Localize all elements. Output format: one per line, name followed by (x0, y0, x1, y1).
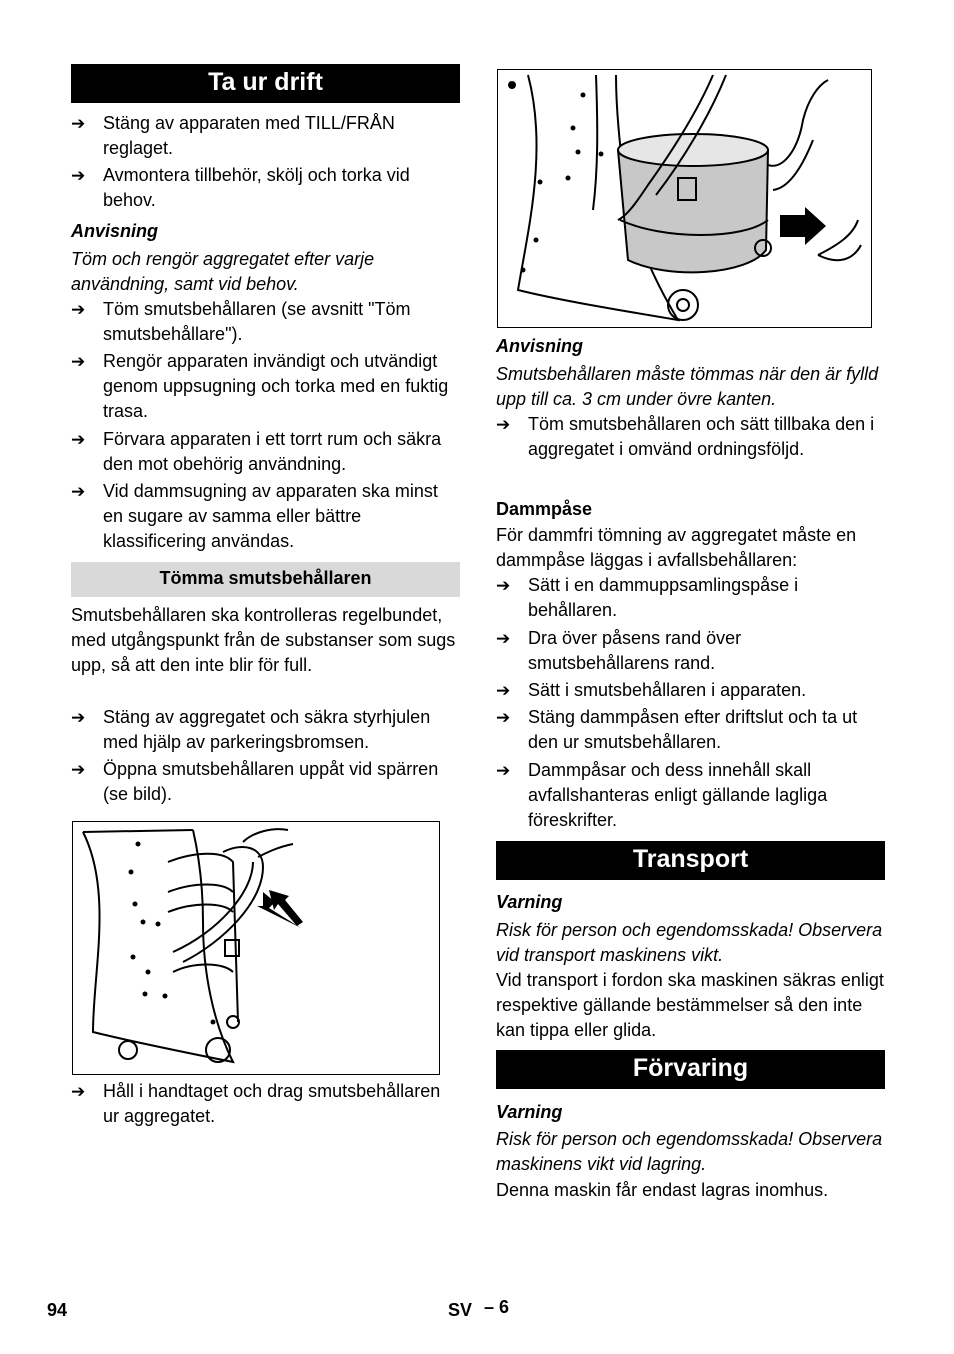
arrow-right-icon: ➔ (496, 576, 511, 595)
list-item (71, 427, 460, 477)
list-item (71, 163, 460, 213)
figure-pull-container (497, 69, 872, 328)
arrow-right-icon: ➔ (496, 681, 511, 700)
list-item (71, 349, 460, 425)
list-item (496, 573, 885, 623)
list-item-text: Avmontera tillbehör, skölj och torka vid behov. (103, 165, 410, 211)
note-label: Anvisning (496, 336, 584, 356)
section-page: – 6 (484, 1297, 510, 1317)
heading-forvaring: Förvaring (496, 1050, 885, 1089)
arrow-right-icon: ➔ (496, 761, 511, 780)
list-item (71, 757, 460, 807)
dammpase-heading: Dammpåse (496, 499, 593, 519)
arrow-right-icon: ➔ (71, 1082, 86, 1101)
list-item-text: Töm smutsbehållaren och sätt tillbaka den i aggregatet i omvänd ordningsföljd. (528, 414, 875, 460)
note-text: Smutsbehållaren måste tömmas när den är fylld upp till ca. 3 cm under övre kanten. (496, 364, 879, 410)
list-item-text: Rengör apparaten invändigt och utvändigt genom uppsugning och torka med en fuktig trasa. (103, 351, 449, 422)
list-item-text: Sätt i en dammuppsamlingspåse i behållaren. (528, 575, 799, 621)
arrow-right-icon: ➔ (71, 708, 86, 727)
list-item (71, 111, 460, 161)
list-item-text: Stäng av apparaten med TILL/FRÅN reglaget. (103, 113, 395, 159)
arrow-right-icon: ➔ (496, 415, 511, 434)
list-item-text: Öppna smutsbehållaren uppåt vid spärren (se bild). (103, 759, 439, 805)
list-item-text: Töm smutsbehållaren (se avsnitt "Töm smutsbehållare"). (103, 299, 411, 345)
heading-transport: Transport (496, 841, 885, 880)
list-item-text: Förvara apparaten i ett torrt rum och säkra den mot obehörig användning. (103, 429, 442, 475)
arrow-right-icon: ➔ (71, 166, 86, 185)
list-item (496, 678, 885, 703)
illustration-pull-container (498, 70, 871, 327)
note-label: Anvisning (71, 221, 159, 241)
tomma-paragraph: Smutsbehållaren ska kontrolleras regelbundet, med utgångspunkt från de substanser som sugs upp, så att den inte blir för full. (71, 605, 456, 676)
arrow-right-icon: ➔ (496, 708, 511, 727)
forvaring-warning-label: Varning (496, 1102, 563, 1122)
arrow-right-icon: ➔ (71, 114, 86, 133)
forvaring-paragraph: Denna maskin får endast lagras inomhus. (496, 1180, 829, 1200)
list-item (496, 705, 885, 755)
list-item (71, 479, 460, 555)
figure-open-container (72, 821, 440, 1075)
transport-warning-text: Risk för person och egendomsskada! Observera vid transport maskinens vikt. (496, 920, 883, 966)
list-item (496, 412, 885, 462)
list-item (496, 758, 885, 834)
subheading-tomma-smutsbehallaren: Tömma smutsbehållaren (71, 562, 460, 597)
list-item-text: Stäng av aggregatet och säkra styrhjulen med hjälp av parkeringsbromsen. (103, 707, 431, 753)
arrow-right-icon: ➔ (71, 300, 86, 319)
transport-paragraph: Vid transport i fordon ska maskinen säkras enligt respektive gällande bestämmelser så den inte kan tippa eller glida. (496, 970, 884, 1041)
list-item-text: Dammpåsar och dess innehåll skall avfallshanteras enligt gällande lagliga föreskrifter. (528, 760, 828, 831)
note-text: Töm och rengör aggregatet efter varje användning, samt vid behov. (71, 249, 375, 295)
forvaring-warning-text: Risk för person och egendomsskada! Observera maskinens vikt vid lagring. (496, 1129, 883, 1175)
illustration-open-container (73, 822, 439, 1074)
dammpase-paragraph: För dammfri tömning av aggregatet måste en dammpåse läggas i avfallsbehållaren: (496, 525, 857, 571)
list-item (71, 705, 460, 755)
arrow-right-icon: ➔ (71, 430, 86, 449)
list-item (496, 626, 885, 676)
list-item (71, 1079, 460, 1129)
arrow-right-icon: ➔ (71, 760, 86, 779)
arrow-right-icon: ➔ (496, 629, 511, 648)
arrow-right-icon: ➔ (71, 482, 86, 501)
list-item-text: Sätt i smutsbehållaren i apparaten. (528, 680, 807, 700)
list-item-text: Stäng dammpåsen efter driftslut och ta ut den ur smutsbehållaren. (528, 707, 858, 753)
arrow-right-icon: ➔ (71, 352, 86, 371)
list-item-text: Vid dammsugning av apparaten ska minst en sugare av samma eller bättre klassificering användas. (103, 481, 438, 552)
language-code: SV (448, 1300, 473, 1320)
list-item-text: Dra över påsens rand över smutsbehållarens rand. (528, 628, 742, 674)
arrow-right-icon (780, 207, 826, 245)
list-item-text: Håll i handtaget och drag smutsbehållaren ur aggregatet. (103, 1081, 441, 1127)
page-number: 94 (47, 1300, 68, 1320)
list-item (71, 297, 460, 347)
heading-ta-ur-drift: Ta ur drift (71, 64, 460, 103)
transport-warning-label: Varning (496, 892, 563, 912)
